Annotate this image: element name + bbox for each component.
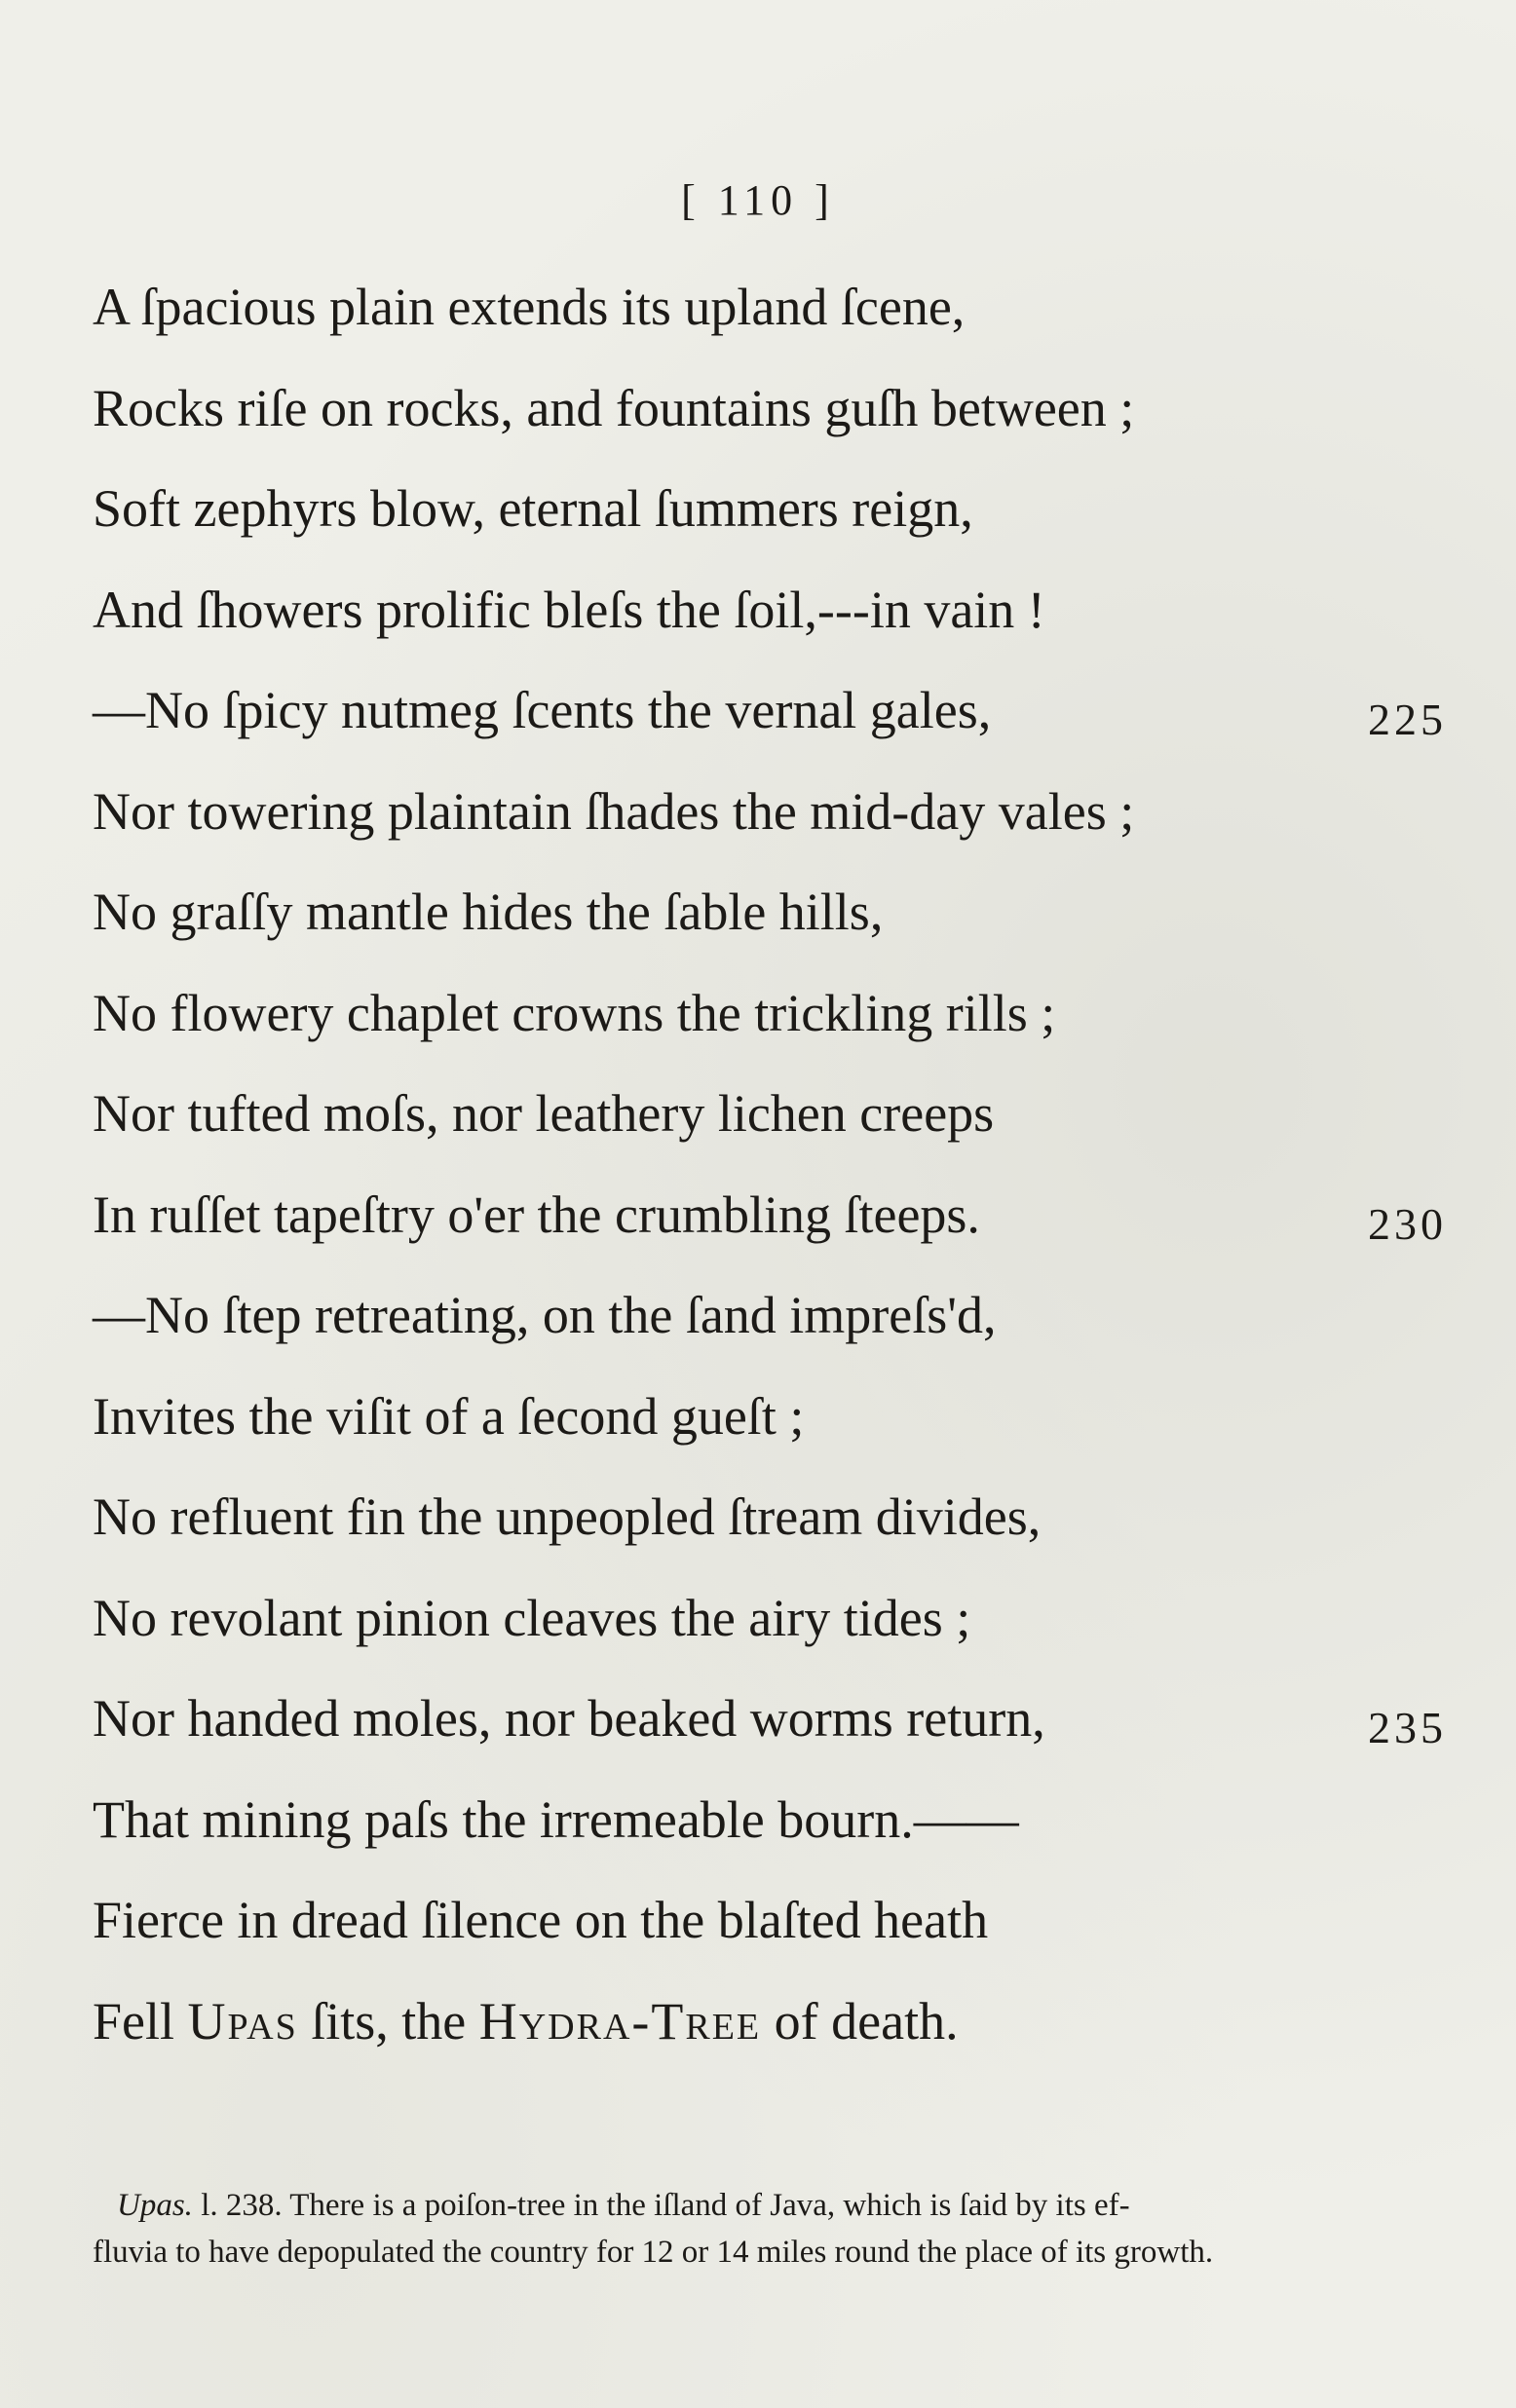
poem-line-last (93, 1987, 1447, 2088)
footnote-reference: Upas. (117, 2188, 193, 2223)
poem-line (93, 1281, 1447, 1382)
text-fragment: of death. (761, 1991, 959, 2051)
line-number: 225 (1368, 695, 1447, 744)
poem-line-text: Nor tufted moſs, nor leathery lichen creeps (93, 1084, 995, 1143)
poem-line-text: That mining paſs the irremeable bourn.—— (93, 1789, 1019, 1849)
poem-line (93, 1886, 1447, 1987)
poem-line (93, 878, 1447, 979)
text-fragment: Fell (93, 1991, 188, 2051)
footnote (93, 2182, 1422, 2276)
poem-line (93, 676, 1447, 777)
footnote-line: fluvia to have depopulated the country for 12 or 14 miles round the place of its growth. (93, 2235, 1214, 2270)
poem-line-text: Nor towering plaintain ſhades the mid-day vales ; (93, 781, 1135, 841)
poem-line-text: Rocks riſe on rocks, and fountains guſh between ; (93, 378, 1135, 437)
poem-line-text: —No ſpicy nutmeg ſcents the vernal gales, (93, 681, 992, 739)
footnote-text: l. 238. There is a poiſon-tree in the iſland of Java, which is ſaid by its ef- (192, 2188, 1130, 2223)
poem-line (93, 576, 1447, 677)
poem-line-text: No graſſy mantle hides the ſable hills, (93, 883, 884, 941)
poem-line-text: And ſhowers prolific bleſs the ſoil,---in vain ! (93, 580, 1045, 639)
poem-line-text: —No ſtep retreating, on the ſand impreſs'd, (93, 1286, 997, 1344)
poem-line-text (93, 1987, 959, 2055)
poem-line (93, 374, 1447, 475)
poem-line (93, 1483, 1447, 1584)
poem-line-text: Soft zephyrs blow, eternal ſummers reign, (93, 479, 973, 538)
poem-text (93, 273, 1447, 2088)
poem-line-text: Invites the viſit of a ſecond gueſt ; (93, 1386, 805, 1446)
text-fragment: ſits, the (297, 1991, 479, 2051)
hydra-tree-smallcaps: Hydra-Tree (478, 1991, 762, 2051)
poem-line (93, 1684, 1447, 1786)
poem-line (93, 1786, 1447, 1887)
poem-line (93, 1382, 1447, 1484)
poem-line (93, 777, 1447, 879)
poem-line (93, 979, 1447, 1080)
poem-line (93, 1584, 1447, 1685)
poem-line (93, 1181, 1447, 1282)
poem-line-text: Nor handed moles, nor beaked worms return, (93, 1689, 1045, 1748)
poem-line-text: No refluent fin the unpeopled ſtream divides, (93, 1487, 1042, 1546)
footnote-line (117, 2182, 1422, 2229)
poem-line-text: Fierce in dread ſilence on the blaſted heath (93, 1891, 989, 1949)
poem-line-text: No flowery chaplet crowns the trickling rills ; (93, 983, 1056, 1042)
page-number: [ 110 ] (681, 176, 835, 224)
poem-line-text: In ruſſet tapeſtry o'er the crumbling ſteeps. (93, 1185, 980, 1244)
poem-line-text: A ſpacious plain extends its upland ſcene, (93, 278, 966, 336)
line-number: 230 (1368, 1198, 1447, 1249)
line-number: 235 (1368, 1703, 1447, 1752)
upas-smallcaps: Upas (187, 1991, 298, 2051)
poem-line (93, 474, 1447, 576)
poem-line (93, 1079, 1447, 1181)
poem-line-text: No revolant pinion cleaves the airy tides ; (93, 1588, 971, 1647)
poem-line (93, 273, 1447, 374)
